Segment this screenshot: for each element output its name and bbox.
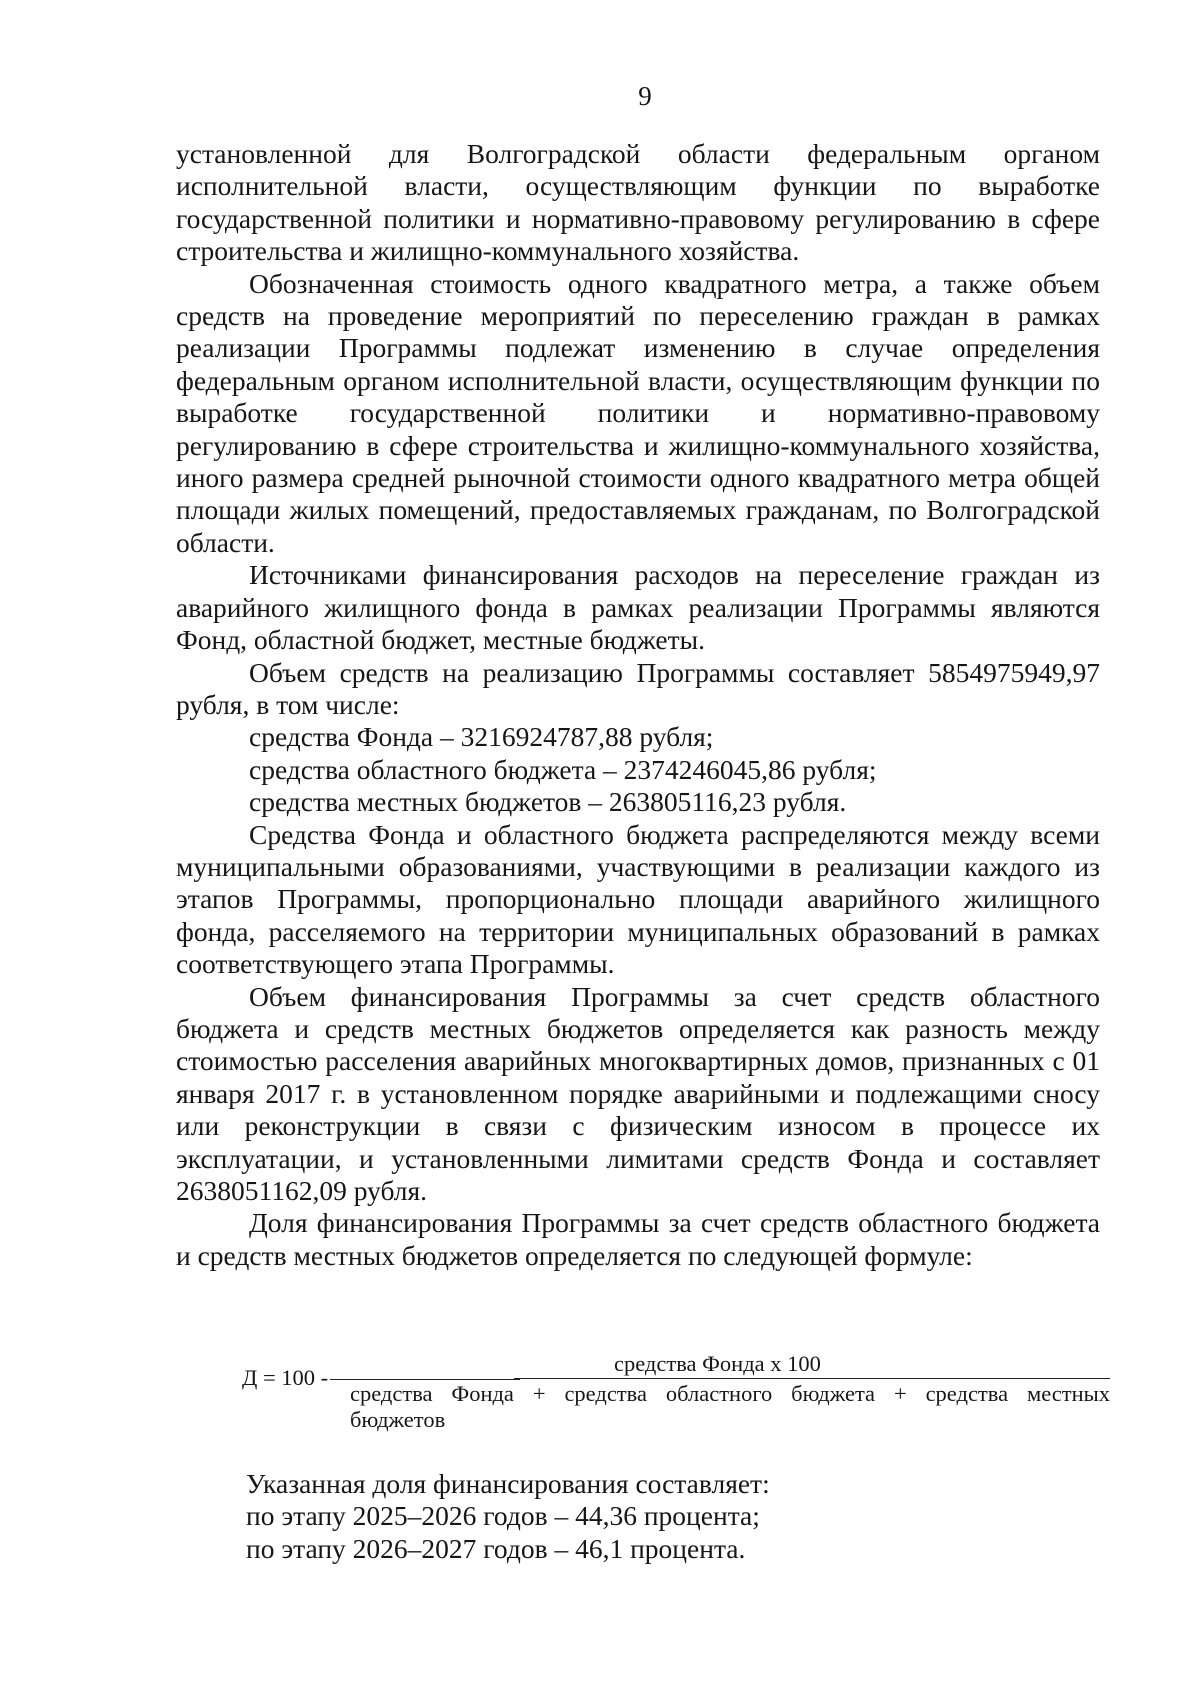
page-number: 9	[638, 81, 652, 111]
body-text	[176, 138, 1100, 1272]
list-item-regional-budget: средства областного бюджета – 2374246045,86 рубля;	[249, 753, 877, 785]
formula-denominator: средства Фонда + средства областного бюджета + средства местных	[350, 1381, 1110, 1406]
paragraph-funding-volume: Объем средств на реализацию Программы составляет 5854975949,97 рубля, в том числе:	[176, 656, 1100, 720]
paragraph-distribution: Средства Фонда и областного бюджета распределяются между всеми муниципальными образованиями, участвующими в реализации каждого из этапов Программы, пропорционально площади аварийного жилищного фонда, расселяемого на территории муниципальных образований в рамках соответствующего этапа Программы.	[176, 818, 1100, 980]
result-stage-2026-2027: по этапу 2026–2027 годов – 46,1 процента.	[246, 1532, 746, 1564]
formula-denominator-continuation: бюджетов	[350, 1407, 446, 1432]
paragraph-funding-sources: Источниками финансирования расходов на переселение граждан из аварийного жилищного фонда в рамках реализации Программы являются Фонд, областной бюджет, местные бюджеты.	[176, 559, 1100, 656]
paragraph-share-formula-intro: Доля финансирования Программы за счет средств областного бюджета и средств местных бюджетов определяется по следующей формуле:	[176, 1207, 1100, 1271]
list-item-fund: средства Фонда – 3216924787,88 рубля;	[249, 721, 714, 753]
paragraph-continuation: установленной для Волгоградской области федеральным органом исполнительной власти, осуществляющим функции по выработке государственной политики и нормативно-правовому регулированию в сфере строительства и жилищно-коммунального хозяйства.	[176, 138, 1100, 267]
list-item-local-budgets: средства местных бюджетов – 263805116,23 рубля.	[249, 786, 847, 818]
formula-lhs: Д = 100 -	[242, 1365, 329, 1390]
formula-numerator: средства Фонда х 100	[614, 1351, 821, 1376]
result-intro: Указанная доля финансирования составляет:	[246, 1468, 770, 1499]
paragraph-financing-volume: Объем финансирования Программы за счет средств областного бюджета и средств местных бюджетов определяется как разность между стоимостью расселения аварийных многоквартирных домов, признанных с 01 января 2017 г. в установленном порядке аварийными и подлежащими сносу или реконструкции в связи с физическим износом в процессе их эксплуатации, и установленными лимитами средств Фонда и составляет 2638051162,09 рубля.	[176, 980, 1100, 1206]
paragraph-cost-change: Обозначенная стоимость одного квадратного метра, а также объем средств на проведение мероприятий по переселению граждан в рамках реализации Программы подлежат изменению в случае определения федеральным органом исполнительной власти, осуществляющим функции по выработке государственной политики и нормативно-правовому регулированию в сфере строительства и жилищно-коммунального хозяйства, иного размера средней рыночной стоимости одного квадратного метра общей площади жилых помещений, предоставляемых гражданам, по Волгоградской области.	[176, 267, 1100, 558]
share-formula	[176, 1346, 1111, 1442]
formula-fraction-line	[514, 1378, 1110, 1379]
share-result	[246, 1468, 946, 1565]
result-stage-2025-2026: по этапу 2025–2026 годов – 44,36 процента;	[246, 1500, 760, 1532]
